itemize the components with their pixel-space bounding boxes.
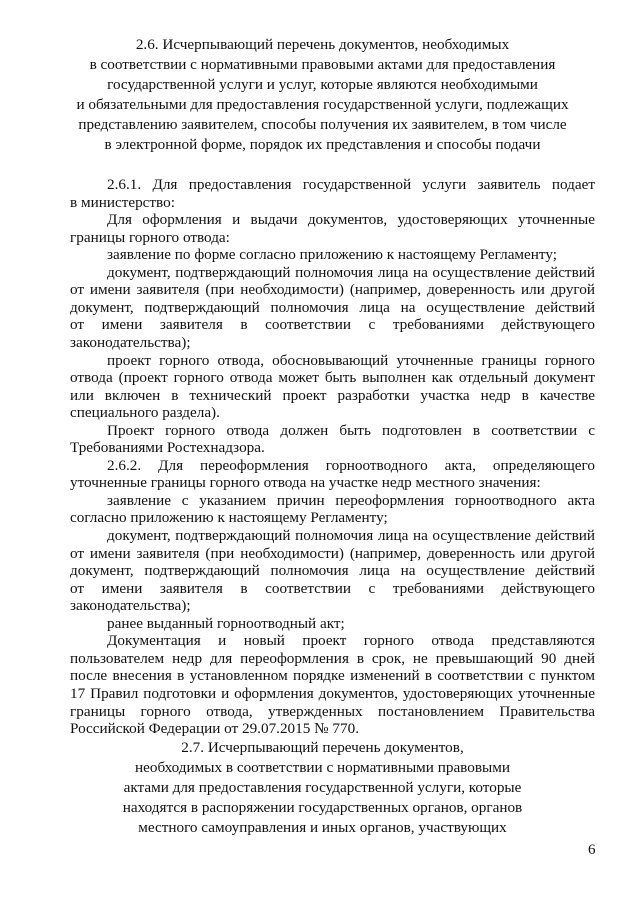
section-2-7-heading-line: 2.7. Исчерпывающий перечень документов,: [181, 739, 464, 756]
body-text-line: уточненные границы горного отвода на участке недр местного значения:: [70, 474, 541, 492]
body-text-line: отвода (проект горного отвода может быть выполнен как отдельный документ: [70, 369, 595, 387]
body-text-line: специального раздела).: [70, 404, 220, 422]
body-text-line: заявление по форме согласно приложению к настоящему Регламенту;: [107, 246, 557, 264]
body-text-line: законодательства);: [70, 597, 191, 615]
section-2-6-heading-line: государственной услуги и услуг, которые являются необходимыми: [107, 76, 538, 93]
body-text-line: от имени заявителя в соответствии с требованиями действующего: [70, 316, 595, 334]
section-2-7-heading-line: местного самоуправления и иных органов, участвующих: [138, 819, 507, 836]
section-2-7-heading-line: находятся в распоряжении государственных органов, органов: [122, 799, 523, 816]
body-text-line: от имени заявителя в соответствии с требованиями действующего: [70, 579, 595, 597]
paragraph-2-6-2: 2.6.2. Для переоформления горноотводного акта, определяющего: [107, 456, 595, 474]
body-text-line: заявление с указанием причин переоформления горноотводного акта: [107, 491, 595, 509]
body-text-line: 17 Правил подготовки и оформления документов, удостоверяющих уточненные: [70, 684, 595, 702]
body-text-line: проект горного отвода, обосновывающий уточненные границы горного: [107, 351, 595, 369]
body-text-line: документ, подтверждающий полномочия лица на осуществление действий: [70, 298, 595, 316]
body-text-line: границы горного отвода:: [70, 228, 230, 246]
body-text-line: от имени заявителя (при необходимости) (например, доверенность или другой: [70, 544, 595, 562]
body-text-line: в министерство:: [70, 193, 175, 211]
section-2-6-heading-line: и обязательными для предоставления государственной услуги, подлежащих: [76, 96, 569, 113]
section-2-7-heading-line: актами для предоставления государственной услуги, которые: [123, 779, 522, 796]
body-text-line: законодательства);: [70, 333, 191, 351]
body-text-line: документ, подтверждающий полномочия лица на осуществление действий: [70, 562, 595, 580]
body-text-line: документ, подтверждающий полномочия лица на осуществление действий: [107, 527, 595, 544]
body-text-line: после внесения в установленном порядке изменений в соответствии с пунктом: [70, 667, 595, 685]
body-text-line: Для оформления и выдачи документов, удостоверяющих уточненные: [107, 211, 595, 229]
section-2-6-heading-line: в электронной форме, порядок их представления и способы подачи: [104, 136, 541, 153]
body-text-line: границы горного отвода, утвержденных постановлением Правительства: [70, 702, 595, 720]
body-text-line: Проект горного отвода должен быть подготовлен в соответствии с: [107, 421, 595, 439]
body-text-line: Требованиями Ростехнадзора.: [70, 439, 265, 457]
body-text-line: согласно приложению к настоящему Регламенту;: [70, 509, 388, 527]
body-text-line: пользователем недр для переоформления в срок, не превышающий 90 дней: [70, 649, 595, 667]
body-text-line: документ, подтверждающий полномочия лица на осуществление действий: [107, 263, 595, 281]
section-2-6-heading-line: в соответствии с нормативными правовыми актами для предоставления: [89, 56, 556, 73]
body-text-line: от имени заявителя (при необходимости) (например, доверенность или другой: [70, 281, 595, 299]
paragraph-2-6-1: 2.6.1. Для предоставления государственной услуги заявитель подает: [107, 176, 595, 193]
section-2-6-heading-line: 2.6. Исчерпывающий перечень документов, необходимых: [135, 36, 510, 53]
section-2-7-heading-line: необходимых в соответствии с нормативными правовыми: [135, 759, 510, 776]
body-text-line: Документация и новый проект горного отвода представляются: [107, 632, 595, 650]
body-text-line: или включен в технический проект разработки участка недр в качестве: [70, 386, 595, 404]
section-2-6-heading-line: представлению заявителем, способы получения их заявителем, в том числе: [78, 116, 567, 133]
page-number: 6: [588, 842, 596, 858]
body-text-line: ранее выданный горноотводный акт;: [107, 614, 345, 632]
body-text-line: Российской Федерации от 29.07.2015 № 770.: [70, 720, 359, 738]
